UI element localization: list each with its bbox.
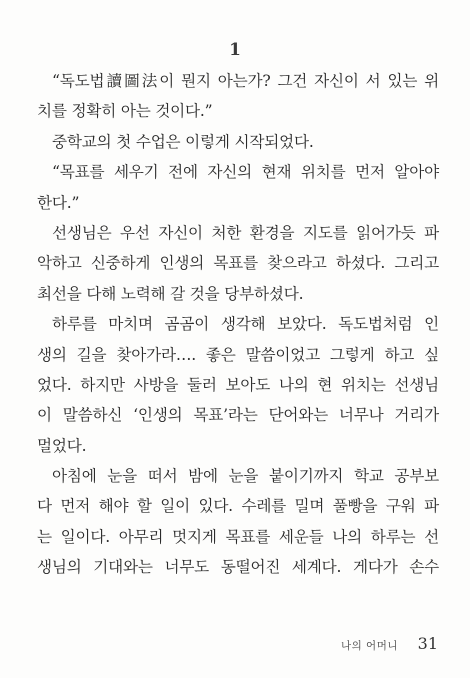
- paragraph: [37, 461, 439, 583]
- text-line: 최선을 다해 노력해 갈 것을 당부하셨다.: [37, 284, 304, 303]
- text-line: 다 먼저 해야 할 일이 있다. 수레를 밀며 풀빵을 구워 파: [37, 497, 439, 516]
- text-line: 중학교의 첫 수업은 이렇게 시작되었다.: [52, 132, 314, 151]
- paragraph: [37, 218, 439, 309]
- text-line: 하루를 마치며 곰곰이 생각해 보았다. 독도법처럼 인: [52, 315, 439, 334]
- paragraph: [37, 66, 439, 127]
- text-line: “목표를 세우기 전에 자신의 현재 위치를 먼저 알아야: [52, 163, 439, 182]
- page-footer: [0, 636, 470, 656]
- text-line: 아침에 눈을 떠서 밤에 눈을 붙이기까지 학교 공부보: [52, 467, 439, 486]
- text-line: “독도법讀圖法이 뭔지 아는가? 그건 자신이 서 있는 위: [52, 72, 439, 90]
- paragraph: [37, 127, 439, 157]
- running-title: 나의 어머니: [340, 640, 398, 652]
- page-number: 31: [417, 634, 438, 653]
- text-line: 생의 길을 찾아가라…. 좋은 말씀이었고 그렇게 하고 싶: [37, 345, 439, 364]
- text-line: 한다.”: [37, 193, 80, 212]
- text-line: 멀었다.: [37, 436, 87, 455]
- body-text: [37, 66, 439, 583]
- chapter-number: 1: [229, 40, 241, 60]
- text-line: 악하고 신중하게 인생의 목표를 찾으라고 하셨다. 그리고: [37, 254, 439, 273]
- paragraph: [37, 157, 439, 218]
- text-line: 선생님은 우선 자신이 처한 환경을 지도를 읽어가듯 파: [52, 223, 439, 242]
- text-line: 생님의 기대와는 너무도 동떨어진 세계다. 게다가 손수: [37, 558, 439, 577]
- text-line: 이 말씀하신 ‘인생의 목표’라는 단어와는 너무나 거리가: [37, 406, 439, 425]
- paragraph: [37, 309, 439, 461]
- text-line: 치를 정확히 아는 것이다.”: [37, 102, 213, 121]
- text-line: 었다. 하지만 사방을 둘러 보아도 나의 현 위치는 선생님: [37, 375, 439, 394]
- text-line: 는 일이다. 아무리 멋지게 목표를 세운들 나의 하루는 선: [37, 527, 439, 546]
